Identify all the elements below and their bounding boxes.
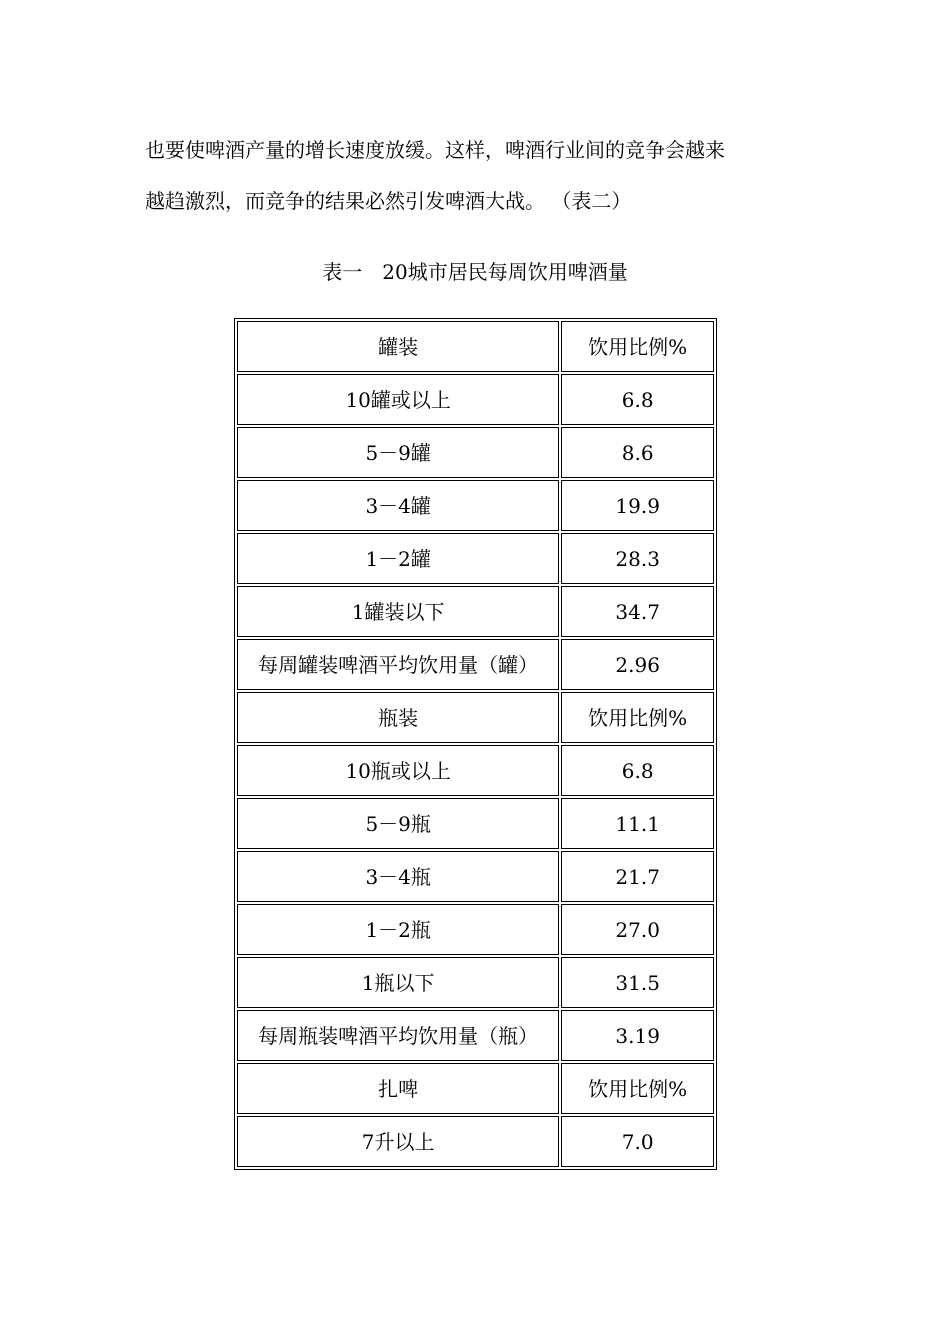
table-caption: 表一 20城市居民每周饮用啤酒量: [322, 260, 628, 284]
table-cell-label: 5－9罐: [237, 427, 559, 478]
table-cell-label: 7升以上: [237, 1116, 559, 1167]
table-cell-value: 21.7: [561, 851, 714, 902]
table-cell-value: 6.8: [561, 745, 714, 796]
table-cell-label: 1－2罐: [237, 533, 559, 584]
table-row: [237, 692, 714, 743]
table-row: [237, 374, 714, 425]
table-cell-value: 6.8: [561, 374, 714, 425]
table-cell-value: 饮用比例%: [561, 321, 714, 372]
table-cell-value: 27.0: [561, 904, 714, 955]
beer-consumption-table: [234, 318, 717, 1170]
table-cell-label: 扎啤: [237, 1063, 559, 1114]
table-row: [237, 957, 714, 1008]
table-row: [237, 427, 714, 478]
table-row: [237, 1010, 714, 1061]
table-cell-label: 1－2瓶: [237, 904, 559, 955]
table-row: [237, 1116, 714, 1167]
table-row: [237, 745, 714, 796]
table-cell-value: 19.9: [561, 480, 714, 531]
table-row: [237, 798, 714, 849]
table-cell-value: 8.6: [561, 427, 714, 478]
table-cell-label: 1瓶以下: [237, 957, 559, 1008]
table-row: [237, 480, 714, 531]
table-cell-label: 3－4罐: [237, 480, 559, 531]
table-cell-label: 10瓶或以上: [237, 745, 559, 796]
table-row: [237, 586, 714, 637]
table-cell-value: 7.0: [561, 1116, 714, 1167]
table-cell-label: 3－4瓶: [237, 851, 559, 902]
table-cell-value: 3.19: [561, 1010, 714, 1061]
table-row: [237, 321, 714, 372]
table-cell-value: 31.5: [561, 957, 714, 1008]
table-cell-value: 饮用比例%: [561, 692, 714, 743]
table-cell-value: 11.1: [561, 798, 714, 849]
body-paragraph-line-1: 也要使啤酒产量的增长速度放缓。这样，啤酒行业间的竞争会越来: [145, 138, 725, 162]
table-cell-value: 饮用比例%: [561, 1063, 714, 1114]
table-cell-value: 34.7: [561, 586, 714, 637]
table-cell-label: 瓶装: [237, 692, 559, 743]
table-row: [237, 851, 714, 902]
table-row: [237, 639, 714, 690]
table-cell-label: 10罐或以上: [237, 374, 559, 425]
table-row: [237, 1063, 714, 1114]
table-row: [237, 533, 714, 584]
table-cell-value: 2.96: [561, 639, 714, 690]
table-cell-label: 1罐装以下: [237, 586, 559, 637]
table-cell-value: 28.3: [561, 533, 714, 584]
body-paragraph-line-2: 越趋激烈，而竞争的结果必然引发啤酒大战。 （表二）: [145, 189, 632, 213]
table-row: [237, 904, 714, 955]
table-cell-label: 每周瓶装啤酒平均饮用量（瓶）: [237, 1010, 559, 1061]
table-cell-label: 5－9瓶: [237, 798, 559, 849]
table-cell-label: 罐装: [237, 321, 559, 372]
table-cell-label: 每周罐装啤酒平均饮用量（罐）: [237, 639, 559, 690]
